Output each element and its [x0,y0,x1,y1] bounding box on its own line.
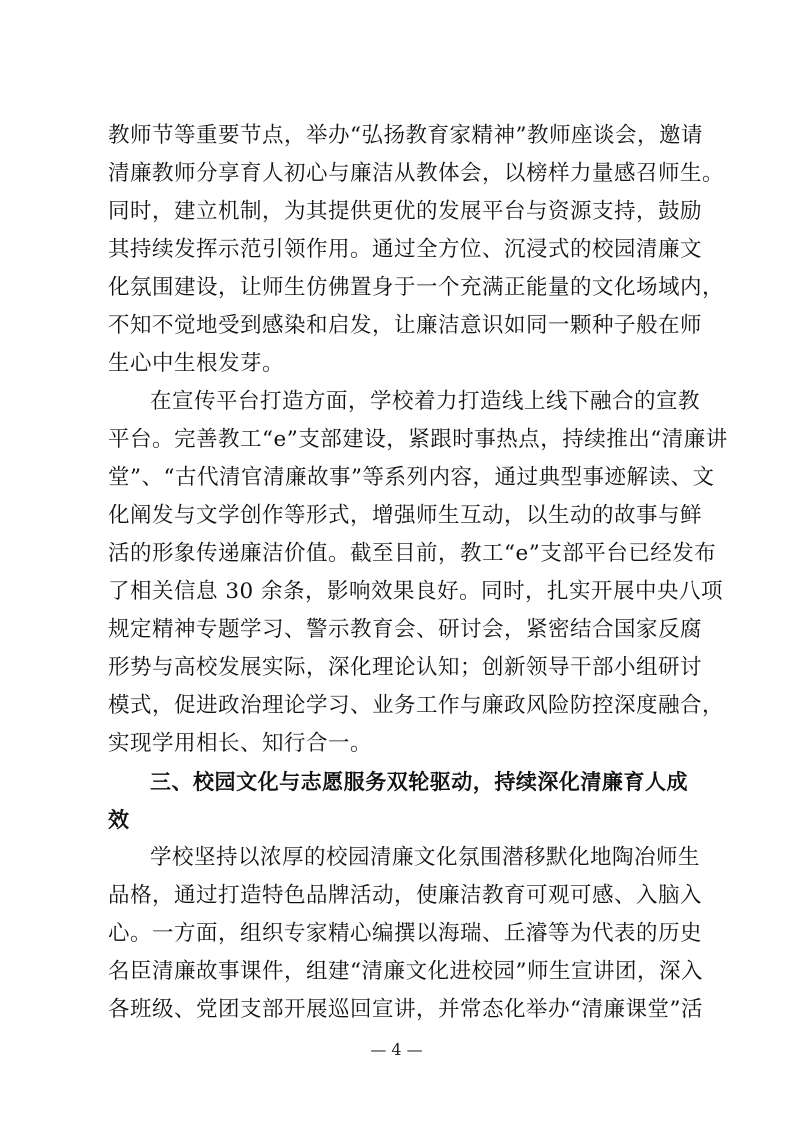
text-line: 教师节等重要节点，举办“弘扬教育家精神”教师座谈会，邀请 [108,123,703,148]
text-line: 形势与高校发展实际，深化理论认知；创新领导干部小组研讨 [108,655,703,680]
text-line: 同时，建立机制，为其提供更优的发展平台与资源支持，鼓励 [108,199,703,224]
text-line: 名臣清廉故事课件，组建“清廉文化进校园”师生宣讲团，深入 [108,959,703,984]
section-heading-continuation: 效 [108,808,130,832]
text-line: 在宣传平台打造方面，学校着力打造线上线下融合的宣教 [150,389,701,414]
text-line: 模式，促进政治理论学习、业务工作与廉政风险防控深度融合， [108,693,725,718]
text-line: 规定精神专题学习、警示教育会、研讨会，紧密结合国家反腐 [108,617,703,642]
text-line: 清廉教师分享育人初心与廉洁从教体会，以榜样力量感召师生。 [108,161,725,186]
text-line: 活的形象传递廉洁价值。截至目前，教工“e”支部平台已经发布 [108,541,717,566]
text-line: 化阐发与文学创作等形式，增强师生互动，以生动的故事与鲜 [108,503,703,528]
text-line: 各班级、党团支部开展巡回宣讲，并常态化举办“清廉课堂”活 [108,997,703,1022]
text-line: 了相关信息 30 余条，影响效果良好。同时，扎实开展中央八项 [108,579,724,604]
text-line: 化氛围建设，让师生仿佛置身于一个充满正能量的文化场域内， [108,275,725,300]
section-heading: 三、校园文化与志愿服务双轮驱动，持续深化清廉育人成 [150,770,688,794]
page-number: — 4 — [370,1040,423,1059]
text-line: 其持续发挥示范引领作用。通过全方位、沉浸式的校园清廉文 [108,237,703,262]
text-line: 品格，通过打造特色品牌活动，使廉洁教育可观可感、入脑入 [108,883,703,908]
text-line: 心。一方面，组织专家精心编撰以海瑞、丘濬等为代表的历史 [108,921,703,946]
text-line: 生心中生根发芽。 [108,351,285,376]
text-line: 不知不觉地受到感染和启发，让廉洁意识如同一颗种子般在师 [108,313,703,338]
text-line: 学校坚持以浓厚的校园清廉文化氛围潜移默化地陶冶师生 [150,845,701,870]
text-line: 实现学用相长、知行合一。 [108,731,373,756]
text-line: 平台。完善教工“e”支部建设，紧跟时事热点，持续推出“清廉讲 [108,427,728,452]
text-line: 堂”、“古代清官清廉故事”等系列内容，通过典型事迹解读、文 [108,465,715,490]
